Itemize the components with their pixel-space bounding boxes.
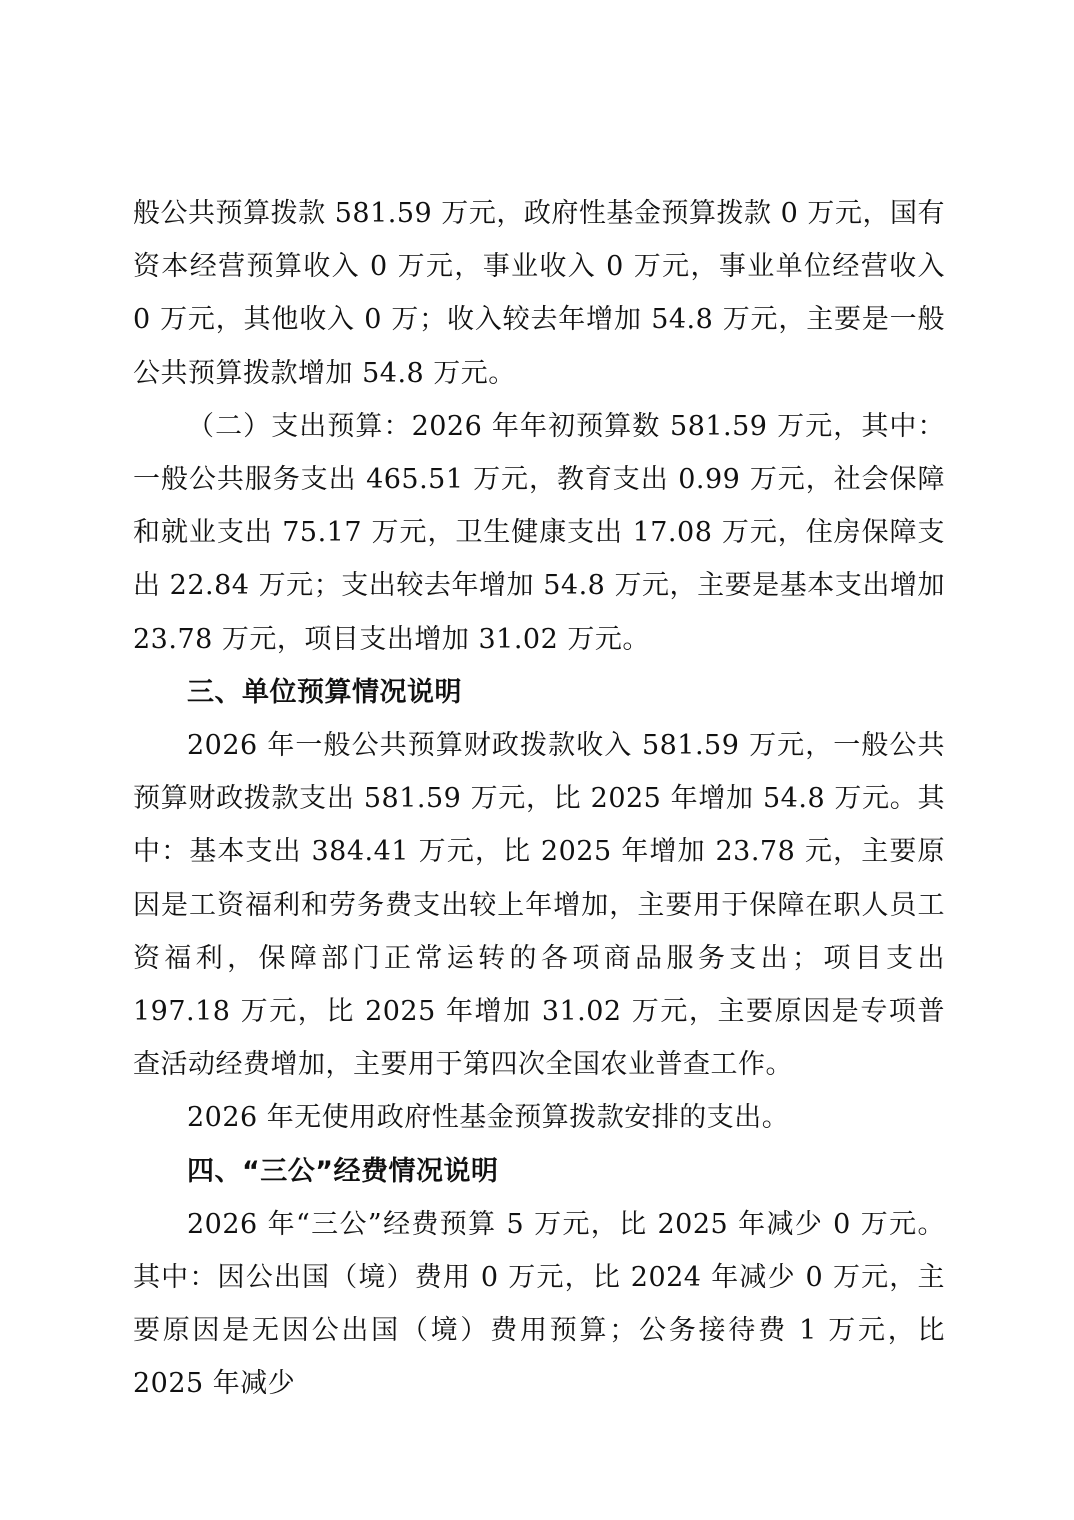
paragraph-expenditure-budget: （二）支出预算：2026 年年初预算数 581.59 万元，其中：一般公共服务支出 465.51 万元，教育支出 0.99 万元，社会保障和就业支出 75.17 万元，卫生健康支出 17.08 万元，住房保障支出 22.84 万元；支出较去年增加 54.8 万元，主要是基本支出增加 23.78 万元，项目支出增加 31.02 万元。 bbox=[133, 410, 945, 655]
heading-unit-budget: 三、单位预算情况说明 bbox=[187, 676, 462, 708]
paragraph-three-public-expenses: 2026 年“三公”经费预算 5 万元，比 2025 年减少 0 万元。其中：因公出国（境）费用 0 万元，比 2024 年减少 0 万元，主要原因是无因公出国（境）费用预算；公务接待费 1 万元，比 2025 年减少 bbox=[133, 1208, 945, 1400]
paragraph-general-budget: 2026 年一般公共预算财政拨款收入 581.59 万元，一般公共预算财政拨款支出 581.59 万元，比 2025 年增加 54.8 万元。其中：基本支出 384.41 万元，比 2025 年增加 23.78 元，主要原因是工资福利和劳务费支出较上年增加，主要用于保障在职人员工资福利，保障部门正常运转的各项商品服务支出；项目支出 197.18 万元，比 2025 年增加 31.02 万元，主要原因是专项普查活动经费增加，主要用于第四次全国农业普查工作。 bbox=[133, 730, 945, 1081]
document-page bbox=[133, 187, 945, 1411]
heading-three-public-expenses: 四、“三公”经费情况说明 bbox=[187, 1155, 499, 1187]
paragraph-fund-budget: 2026 年无使用政府性基金预算拨款安排的支出。 bbox=[187, 1102, 790, 1134]
paragraph-income-continued: 般公共预算拨款 581.59 万元，政府性基金预算拨款 0 万元，国有资本经营预算收入 0 万元，事业收入 0 万元，事业单位经营收入 0 万元，其他收入 0 万；收入较去年增加 54.8 万元，主要是一般公共预算拨款增加 54.8 万元。 bbox=[133, 198, 945, 389]
